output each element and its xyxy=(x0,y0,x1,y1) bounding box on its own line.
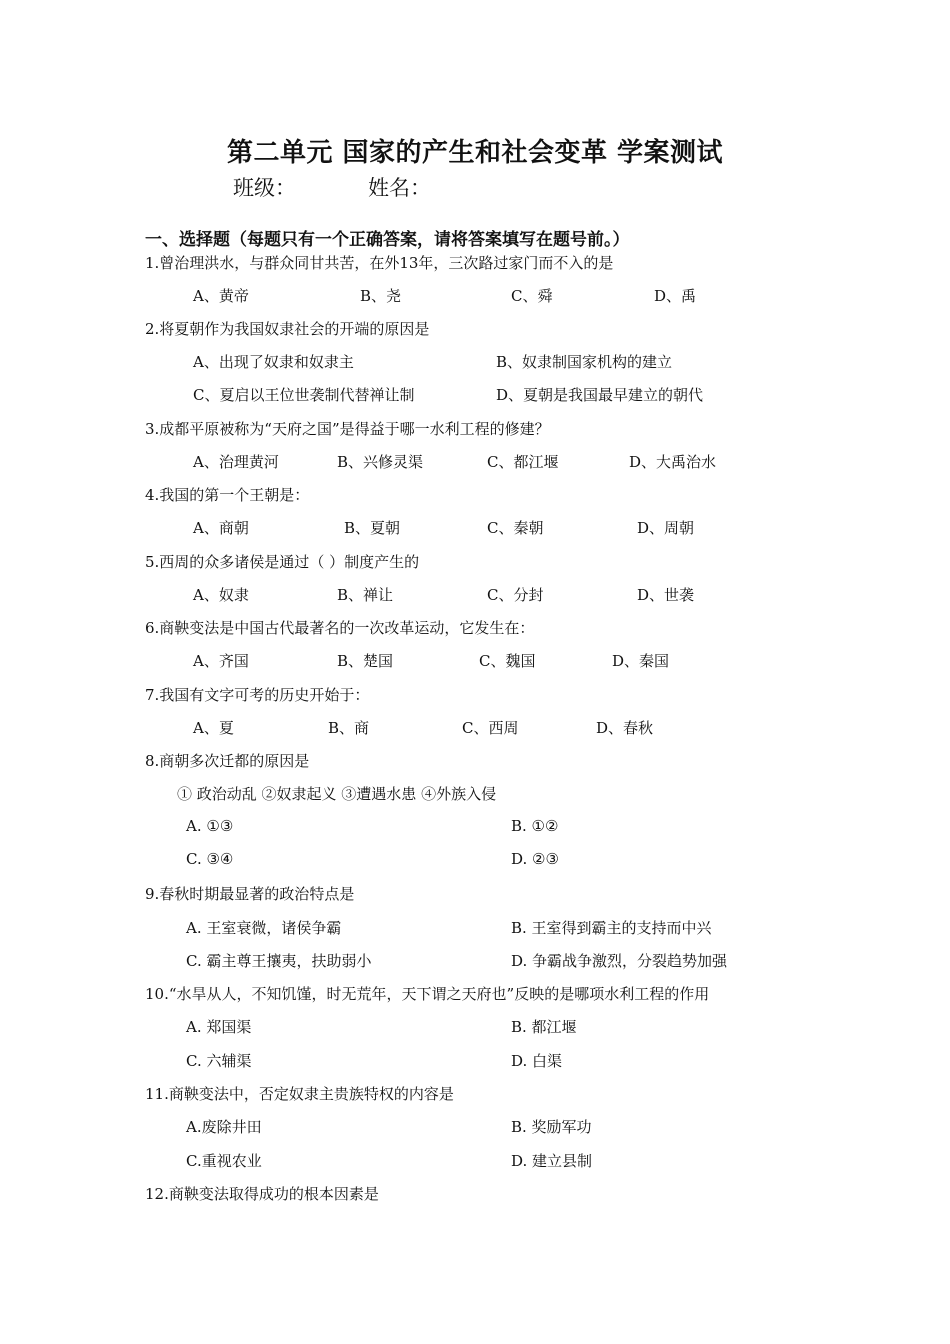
question-stem: 8.商朝多次迁都的原因是 xyxy=(145,752,310,770)
option: C、秦朝 xyxy=(487,519,544,537)
question-premises: ① 政治动乱 ②奴隶起义 ③遭遇水患 ④外族入侵 xyxy=(177,785,497,803)
question-stem: 4.我国的第一个王朝是： xyxy=(145,486,310,504)
option: A、出现了奴隶和奴隶主 xyxy=(193,353,354,371)
option: A、黄帝 xyxy=(193,287,249,305)
question-stem: 12.商鞅变法取得成功的根本因素是 xyxy=(145,1185,379,1203)
option: C、夏启以王位世袭制代替禅让制 xyxy=(193,386,415,404)
option: B、兴修灵渠 xyxy=(337,453,424,471)
option: D、禹 xyxy=(654,287,697,305)
option: A、齐国 xyxy=(193,652,249,670)
option: C、分封 xyxy=(487,586,544,604)
option: B. 奖励军功 xyxy=(511,1118,592,1136)
question-stem: 5.西周的众多诸侯是通过（ ）制度产生的 xyxy=(145,553,420,571)
option: D. 争霸战争激烈，分裂趋势加强 xyxy=(511,952,728,970)
option: A.废除井田 xyxy=(186,1118,262,1136)
option: A. 郑国渠 xyxy=(186,1018,252,1036)
question-stem: 11.商鞅变法中，否定奴隶主贵族特权的内容是 xyxy=(145,1085,454,1103)
question-stem: 10.“水旱从人，不知饥馑，时无荒年，天下谓之天府也”反映的是哪项水利工程的作用 xyxy=(145,985,710,1003)
option: B、禅让 xyxy=(337,586,394,604)
question-stem: 7.我国有文字可考的历史开始于： xyxy=(145,686,370,704)
section-heading: 一、选择题（每题只有一个正确答案，请将答案填写在题号前。） xyxy=(145,230,630,250)
option: A、夏 xyxy=(193,719,234,737)
option: C.重视农业 xyxy=(186,1152,262,1170)
name-label: 姓名： xyxy=(368,176,431,200)
option: C、舜 xyxy=(511,287,553,305)
option: D、夏朝是我国最早建立的朝代 xyxy=(496,386,704,404)
option: D、秦国 xyxy=(612,652,670,670)
option: D、周朝 xyxy=(637,519,695,537)
option: A. ①③ xyxy=(186,817,234,835)
question-stem: 9.春秋时期最显著的政治特点是 xyxy=(145,885,355,903)
option: B. 都江堰 xyxy=(511,1018,577,1036)
option: D. 白渠 xyxy=(511,1052,563,1070)
option: C. 霸主尊王攘夷，扶助弱小 xyxy=(186,952,372,970)
question-stem: 3.成都平原被称为“天府之国”是得益于哪一水利工程的修建？ xyxy=(145,420,550,438)
page-title: 第二单元 国家的产生和社会变革 学案测试 xyxy=(226,138,724,168)
option: B. ①② xyxy=(511,817,559,835)
option: B、奴隶制国家机构的建立 xyxy=(496,353,673,371)
question-stem: 1.曾治理洪水，与群众同甘共苦，在外13年，三次路过家门而不入的是 xyxy=(145,254,614,272)
option: A、奴隶 xyxy=(193,586,249,604)
option: D、春秋 xyxy=(596,719,654,737)
option: B、商 xyxy=(328,719,370,737)
option: A. 王室衰微，诸侯争霸 xyxy=(186,919,342,937)
option: C. ③④ xyxy=(186,850,234,868)
option: C、魏国 xyxy=(479,652,536,670)
option: B. 王室得到霸主的支持而中兴 xyxy=(511,919,712,937)
option: D. ②③ xyxy=(511,850,559,868)
option: D、大禹治水 xyxy=(629,453,717,471)
option: C. 六辅渠 xyxy=(186,1052,252,1070)
option: D、世袭 xyxy=(637,586,695,604)
option: A、商朝 xyxy=(193,519,249,537)
option: C、都江堰 xyxy=(487,453,559,471)
option: A、治理黄河 xyxy=(193,453,279,471)
option: B、夏朝 xyxy=(344,519,401,537)
option: B、尧 xyxy=(360,287,402,305)
option: B、楚国 xyxy=(337,652,394,670)
question-stem: 6.商鞅变法是中国古代最著名的一次改革运动，它发生在： xyxy=(145,619,535,637)
class-label: 班级： xyxy=(233,176,296,200)
question-stem: 2.将夏朝作为我国奴隶社会的开端的原因是 xyxy=(145,320,430,338)
option: C、西周 xyxy=(462,719,519,737)
option: D. 建立县制 xyxy=(511,1152,593,1170)
